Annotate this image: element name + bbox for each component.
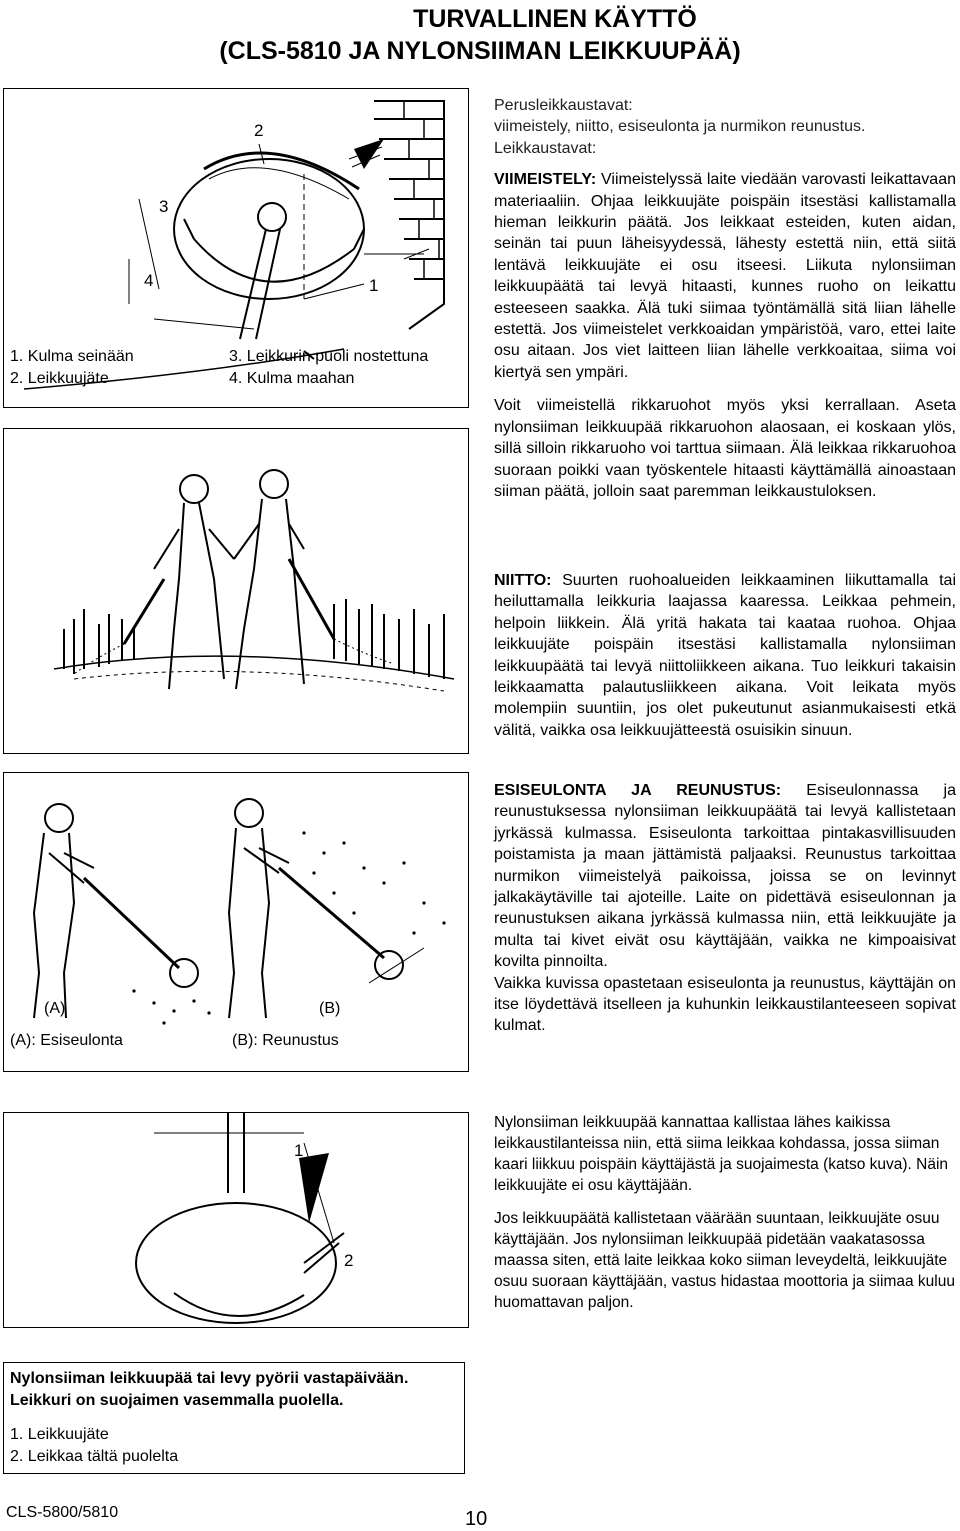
- figure-head-tilt: [3, 1112, 469, 1328]
- viimeistely-paragraph: [494, 169, 956, 383]
- esiseulonta-paragraph: [494, 780, 956, 973]
- figure-mowing: [3, 428, 469, 754]
- page-title-line2: (CLS-5810 JA NYLONSIIMAN LEIKKUUPÄÄ): [219, 37, 741, 65]
- label-2: 2: [344, 1251, 354, 1270]
- viimeistely-body: Viimeistelyssä laite viedään varovasti leikattavaan materiaaliin. Ohjaa leikkuujäte poispäin itsestäsi kallistamalla hieman leikkurin päätä. Jos leikkaat esteiden, kuten aidan, seinän tai puun läheisyydessä, lähesty estettä niin, että siitä lentävä leikkuujäte ei osu itseesi. Liikuta nylonsiiman leikkuupäätä tai levyä hitaasti, kunnes ruoho on leikattu esteeseen saakka. Älä tuki siimaa työntämällä sitä liian lähelle estettä. Jos viimeistelet verkkoaidan ympäristöä, varo, ettei laite osu aitaan. Jos viet laitteen liian lähelle verkkoaitaa, siima voi kiertyä sen ympäri.: [494, 171, 956, 381]
- esiseulonta-heading: ESISEULONTA JA REUNUSTUS:: [494, 782, 782, 799]
- label-1: 1: [294, 1141, 304, 1160]
- label-3: 3: [159, 197, 169, 216]
- label-2: 2: [254, 121, 264, 140]
- legend-item-2: 2. Leikkuujäte: [10, 370, 109, 387]
- figure-head-tilt-notes: [3, 1362, 465, 1474]
- label-a: (A): [44, 1000, 66, 1017]
- label-1: 1: [369, 276, 379, 295]
- niitto-paragraph: [494, 570, 956, 741]
- niitto-body: Suurten ruohoalueiden leikkaaminen liikuttamalla tai heiluttamalla leikkuria laajassa kaaressa. Leikkaa pehmein, helpoin liikkein. Älä yritä hakata tai kaataa ruohoa. Ohjaa leikkuujäte poispäin itsestäsi kallistamalla nylonsiiman leikkuupäätä tai levyä niittoliikkeen aikana. Tuo leikkuri takaisin leikkaamatta palautusliikkeen aikana. Voit leikata myös molempiin suuntiin, jos olet pukeutunut asianmukaisesti etkä välitä, vaikka osa leikkuujätteestä osuisikin sinuun.: [494, 572, 956, 739]
- note-line-2: Leikkuri on suojaimen vasemmalla puolella.: [10, 1392, 344, 1409]
- label-4: 4: [144, 271, 154, 290]
- legend-item-3: 3. Leikkurin puoli nostettuna: [229, 348, 429, 365]
- intro-line-1: Perusleikkaustavat:: [494, 97, 633, 114]
- tilt-section: [494, 1112, 956, 1325]
- legend-item-4: 4. Kulma maahan: [229, 370, 355, 387]
- tilt-paragraph-1: Nylonsiiman leikkuupää kannattaa kallistaa lähes kaikissa leikkaustilanteissa niin, että siima leikkaa kohdassa, jossa siiman kaari liikkuu poispäin käyttäjästä ja suojaimesta (katso kuva). Näin leikkuujäte ei osu käyttäjään.: [494, 1114, 949, 1194]
- caption-a: (A): Esiseulonta: [10, 1032, 123, 1049]
- niitto-heading: NIITTO:: [494, 572, 552, 589]
- niitto-section: [494, 570, 956, 753]
- intro-paragraph: [494, 95, 956, 159]
- viimeistely-heading: VIIMEISTELY:: [494, 171, 597, 189]
- legend-item-1: 1. Leikkuujäte: [10, 1426, 109, 1443]
- footer-model: CLS-5800/5810: [6, 1504, 119, 1521]
- esiseulonta-section: [494, 780, 956, 1049]
- legend-item-1: 1. Kulma seinään: [10, 348, 134, 365]
- weeds-paragraph: Voit viimeistellä rikkaruohot myös yksi kerrallaan. Aseta nylonsiiman leikkuupää rikkaruohon alaosaan, ei koskaan ylös, sillä silloin rikkaruoho voi tarttua siimaan. Älä leikkaa rikkaruohoa suoraan poikki vaan työskentele hitaasti käyttämällä ainoastaan siiman päätä, jolloin saat paremman leikkaustuloksen.: [494, 397, 956, 500]
- label-b: (B): [319, 1000, 341, 1017]
- mowing-operators-illustration: [4, 429, 470, 755]
- figure-edge-trimming: [3, 88, 469, 408]
- tilt-paragraph-2: Jos leikkuupäätä kallistetaan väärään suuntaan, leikkuujäte osuu käyttäjään. Jos nylonsiiman leikkuupää pidetään vaakatasossa maassa siten, että laite leikkaa koko siiman leveydeltä, leikkuujäte osuu suoraan käyttäjään, vastus hidastaa moottoria ja siimaa kuluu huomattavan paljon.: [494, 1210, 955, 1311]
- caption-b: (B): Reunustus: [232, 1032, 339, 1049]
- legend-item-2: 2. Leikkaa tältä puolelta: [10, 1448, 179, 1465]
- esiseulonta-body: Esiseulonnassa ja reunustuksessa nylonsiiman leikkuupäätä tai levyä kallistetaan jyrkässä kulmassa. Esiseulonta tarkoittaa pintakasvillisuuden poistamista ja maan jättämistä paljaaksi. Reunustus tarkoittaa nurmikon viimeistelyä paikoissa, joissa se on levinnyt jalkakäytäville tai ajoteille. Laite on pidettävä esiseulonnan ja reunustuksen aikana jyrkässä kulmassa niin, että leikkuujäte ja multa tai kivet eivät osu käyttäjään, vaikka ne kimpoaisivat kovilta pinnoilta.: [494, 782, 956, 971]
- figure-scalping-edging: [3, 772, 469, 1072]
- page-title-line1: TURVALLINEN KÄYTTÖ: [413, 5, 697, 33]
- esiseulonta-paragraph-2: Vaikka kuvissa opastetaan esiseulonta ja reunustus, käyttäjän on itse löydettävä itselleen ja kuhunkin leikkaustilanteeseen sopivat kulmat.: [494, 974, 956, 1035]
- page-number: 10: [465, 1508, 488, 1530]
- note-line-1: Nylonsiiman leikkuupää tai levy pyörii vastapäivään.: [10, 1370, 409, 1387]
- intro-line-3: Leikkaustavat:: [494, 139, 597, 157]
- scalping-edging-illustration: [4, 773, 470, 1073]
- trimmer-head-tilt-illustration: [4, 1113, 470, 1329]
- text-column-top: [494, 95, 956, 514]
- intro-line-2: viimeistely, niitto, esiseulonta ja nurmikon reunustus.: [494, 118, 866, 136]
